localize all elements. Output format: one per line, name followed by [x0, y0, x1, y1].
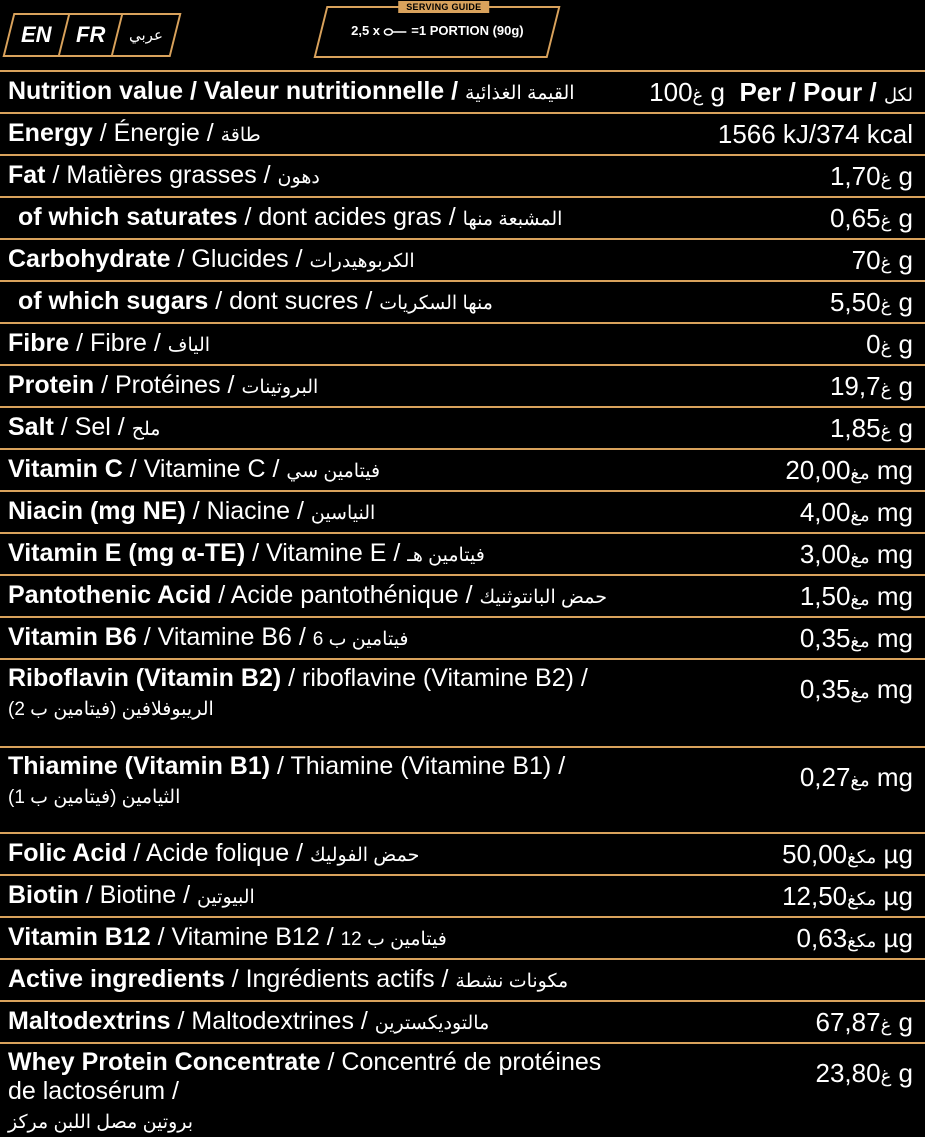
table-row — [0, 408, 925, 450]
table-row — [0, 834, 925, 876]
row-value: مكغ0,63 µg — [796, 922, 913, 953]
row-value: غ67,87 g — [815, 1006, 913, 1037]
table-header-row — [0, 72, 925, 114]
row-value: مغ1,50 mg — [799, 580, 913, 611]
row-label: Energy / Énergie / طاقة — [8, 118, 261, 147]
row-label: Thiamine (Vitamin B1) / Thiamine (Vitamine B1) / الثيامين (فيتامين ب 1) — [8, 752, 566, 808]
row-label: Riboflavin (Vitamin B2) / riboflavine (Vitamine B2) / الريبوفلافين (فيتامين ب 2) — [8, 664, 588, 720]
row-value: غ0 g — [866, 328, 913, 359]
row-value: غ70 g — [851, 244, 913, 275]
serving-guide-title: SERVING GUIDE — [398, 1, 489, 13]
row-label: Fibre / Fibre / الياف — [8, 328, 211, 357]
row-label: of which saturates / dont acides gras / المشبعة منها — [18, 202, 563, 231]
row-value: مغ4,00 mg — [799, 496, 913, 527]
table-row — [0, 1002, 925, 1044]
table-row — [0, 156, 925, 198]
row-label: Whey Protein Concentrate / Concentré de protéines de lactosérum / بروتين مصل اللبن مركز — [8, 1048, 602, 1133]
row-label: Folic Acid / Acide folique / حمض الفوليك — [8, 838, 420, 867]
row-label: Vitamin E (mg α-TE) / Vitamine E / فيتامين هـ — [8, 538, 485, 567]
row-value: غ0,65 g — [829, 202, 913, 233]
row-value: مكغ12,50 µg — [782, 880, 913, 911]
header-per: غ100 g Per / Pour / لكل — [649, 76, 913, 107]
lang-ar[interactable]: عربي — [128, 27, 163, 44]
row-label: Pantothenic Acid / Acide pantothénique / حمض البانتوثنيك — [8, 580, 608, 609]
lang-en[interactable]: EN — [21, 22, 52, 47]
table-row — [0, 534, 925, 576]
label-top-bar — [0, 0, 925, 68]
row-value: مغ20,00 mg — [785, 454, 913, 485]
table-row — [0, 492, 925, 534]
table-row — [0, 198, 925, 240]
serving-guide — [314, 2, 561, 58]
row-value: غ19,7 g — [829, 370, 913, 401]
language-selector — [3, 13, 182, 57]
row-label: Carbohydrate / Glucides / الكربوهيدرات — [8, 244, 415, 273]
row-label: Vitamin C / Vitamine C / فيتامين سي — [8, 454, 381, 483]
table-row — [0, 618, 925, 660]
row-label: Protein / Protéines / البروتينات — [8, 370, 319, 399]
table-row — [0, 960, 925, 1002]
row-value: مكغ50,00 µg — [782, 838, 913, 869]
table-row — [0, 918, 925, 960]
row-label: Vitamin B12 / Vitamine B12 / فيتامين ب 12 — [8, 922, 447, 951]
row-value: مغ3,00 mg — [799, 538, 913, 569]
row-label: Fat / Matières grasses / دهون — [8, 160, 320, 189]
row-value: مغ0,27 mg — [799, 762, 913, 792]
row-value: غ5,50 g — [829, 286, 913, 317]
serving-suffix: =1 PORTION (90g) — [411, 23, 524, 38]
row-label: Vitamin B6 / Vitamine B6 / فيتامين ب 6 — [8, 622, 409, 651]
row-label: Active ingredients / Ingrédients actifs / مكونات نشطة — [8, 964, 569, 993]
row-value: 1566 kJ/374 kcal — [717, 118, 913, 149]
table-row — [0, 576, 925, 618]
row-label: Biotin / Biotine / البيوتين — [8, 880, 255, 909]
nutrition-table — [0, 70, 925, 1133]
table-row — [0, 876, 925, 918]
table-row — [0, 324, 925, 366]
lang-fr[interactable]: FR — [75, 22, 105, 47]
row-value: غ1,85 g — [829, 412, 913, 443]
table-row — [0, 114, 925, 156]
table-row — [0, 240, 925, 282]
table-row — [0, 1044, 925, 1133]
row-label: Maltodextrins / Maltodextrines / مالتوديكسترين — [8, 1006, 490, 1035]
row-value: غ1,70 g — [829, 160, 913, 191]
table-row — [0, 282, 925, 324]
serving-guide-text — [322, 23, 552, 38]
scoop-icon — [384, 28, 408, 36]
serving-prefix: 2,5 x — [351, 23, 381, 38]
table-row — [0, 660, 925, 748]
table-row — [0, 366, 925, 408]
row-label: Niacin (mg NE) / Niacine / النياسين — [8, 496, 376, 525]
row-label: of which sugars / dont sucres / منها السكريات — [18, 286, 493, 315]
row-value: غ23,80 g — [815, 1058, 913, 1088]
header-label: Nutrition value / Valeur nutritionnelle / القيمة الغذائية — [8, 76, 575, 105]
table-row — [0, 450, 925, 492]
row-value: مغ0,35 mg — [799, 674, 913, 704]
row-value: مغ0,35 mg — [799, 622, 913, 653]
table-row — [0, 748, 925, 834]
row-label: Salt / Sel / ملح — [8, 412, 161, 441]
